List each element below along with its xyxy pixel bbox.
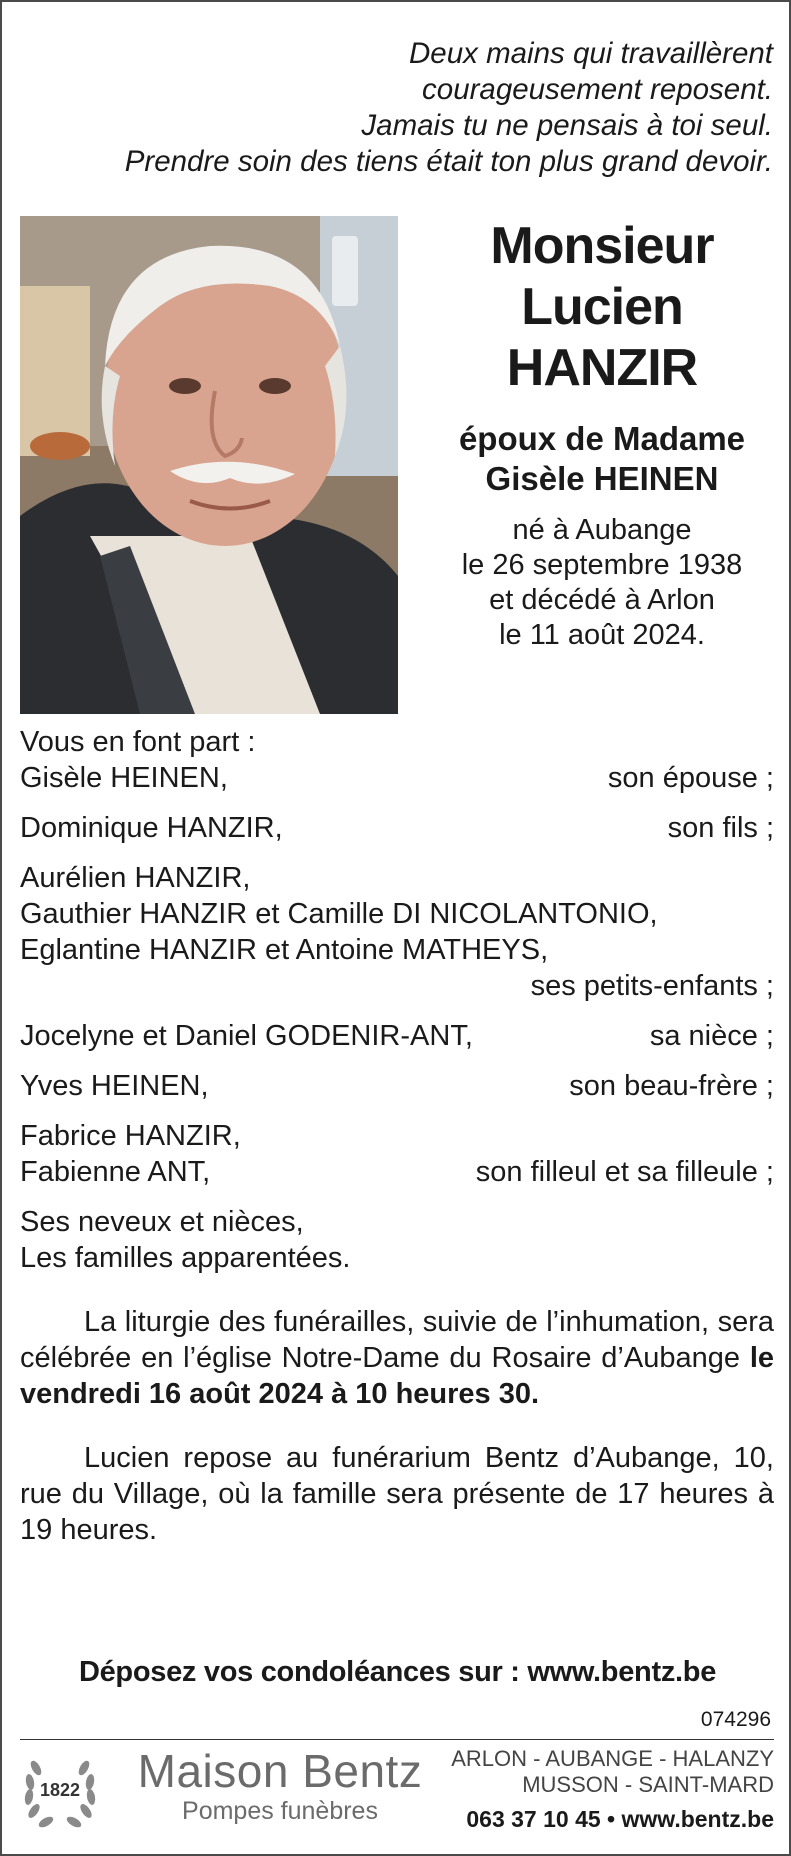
family-relation: son fils ; — [667, 812, 774, 844]
portrait-image — [20, 216, 398, 714]
family-member: Aurélien HANZIR, — [20, 862, 251, 894]
rest-paragraph: Lucien repose au funérarium Bentz d’Aubange, 10, rue du Village, où la famille sera présente de 17 heures à 19 heures. — [20, 1442, 774, 1546]
deceased-header — [407, 216, 791, 653]
emblem-year: 1822 — [39, 1780, 81, 1800]
laurel-emblem — [20, 1748, 100, 1834]
family-member: Gisèle HEINEN, — [20, 762, 228, 794]
announce-line — [20, 724, 774, 760]
locations-line: MUSSON - SAINT-MARD — [522, 1772, 774, 1797]
family-member: Jocelyne et Daniel GODENIR-ANT, — [20, 1020, 473, 1052]
family-member: Dominique HANZIR, — [20, 812, 283, 844]
poem — [13, 36, 773, 180]
family-member: Les familles apparentées. — [20, 1242, 351, 1274]
life-dates — [407, 513, 791, 653]
death-place: et décédé à Arlon — [489, 584, 715, 616]
family-row — [20, 1068, 774, 1104]
portrait-photo — [20, 216, 398, 714]
family-member: Gauthier HANZIR et Camille DI NICOLANTONIO, — [20, 898, 658, 930]
condolences-line: Déposez vos condoléances sur : www.bentz.be — [78, 1656, 717, 1688]
family-relation: sa nièce ; — [649, 1020, 774, 1052]
family-row — [20, 1118, 774, 1154]
birth-place: né à Aubange — [512, 514, 692, 546]
family-member: Fabrice HANZIR, — [20, 1120, 241, 1152]
family-member: Eglantine HANZIR et Antoine MATHEYS, — [20, 934, 549, 966]
funeral-text: La liturgie des funérailles, suivie de l’inhumation, sera célébrée en l’église Notre-Dame du Rosaire d’Aubange — [20, 1306, 774, 1374]
brand-name: Maison Bentz — [137, 1745, 423, 1797]
reference-number: 074296 — [700, 1708, 771, 1731]
locations-line: ARLON - AUBANGE - HALANZY — [451, 1746, 774, 1771]
deceased-last-name: HANZIR — [506, 339, 698, 397]
family-member: Yves HEINEN, — [20, 1070, 209, 1102]
poem-line: Prendre soin des tiens était ton plus grand devoir. — [124, 145, 773, 178]
poem-line: courageusement reposent. — [422, 73, 773, 106]
brand-subtitle: Pompes funèbres — [182, 1797, 378, 1825]
announce-text: Vous en font part : — [20, 726, 256, 758]
family-member: Ses neveux et nièces, — [20, 1206, 304, 1238]
family-row — [20, 1018, 774, 1054]
footer-divider — [20, 1739, 774, 1740]
spouse-info — [407, 419, 791, 499]
family-row — [20, 932, 774, 968]
family-row — [20, 810, 774, 846]
family-relation: son beau-frère ; — [569, 1070, 774, 1102]
family-row — [20, 1240, 774, 1276]
locations — [451, 1746, 774, 1798]
family-row — [20, 1204, 774, 1240]
deceased-title: Monsieur — [490, 217, 714, 275]
family-row — [20, 760, 774, 796]
poem-line: Jamais tu ne pensais à toi seul. — [361, 109, 773, 142]
death-date: le 11 août 2024. — [499, 619, 705, 651]
deceased-first-name: Lucien — [521, 278, 683, 336]
spouse-line: époux de Madame — [458, 420, 746, 457]
poem-line: Deux mains qui travaillèrent — [409, 37, 773, 70]
family-row — [20, 860, 774, 896]
funeral-paragraph — [20, 1304, 774, 1412]
family-row — [20, 1154, 774, 1190]
family-relation: son filleul et sa filleule ; — [475, 1156, 774, 1188]
family-relation: ses petits-enfants ; — [530, 970, 774, 1002]
footer — [20, 1744, 774, 1844]
spouse-name: Gisèle HEINEN — [485, 460, 719, 497]
family-row — [20, 968, 774, 1004]
birth-date: le 26 septembre 1938 — [461, 549, 743, 581]
announcement-body — [20, 724, 774, 1548]
family-relation: son épouse ; — [607, 762, 774, 794]
funeral-datetime: le vendredi 16 août 2024 à 10 heures 30. — [20, 1342, 774, 1410]
brand-block — [120, 1746, 440, 1826]
contact-info: 063 37 10 45 • www.bentz.be — [466, 1806, 774, 1832]
family-member: Fabienne ANT, — [20, 1156, 211, 1188]
family-row — [20, 896, 774, 932]
